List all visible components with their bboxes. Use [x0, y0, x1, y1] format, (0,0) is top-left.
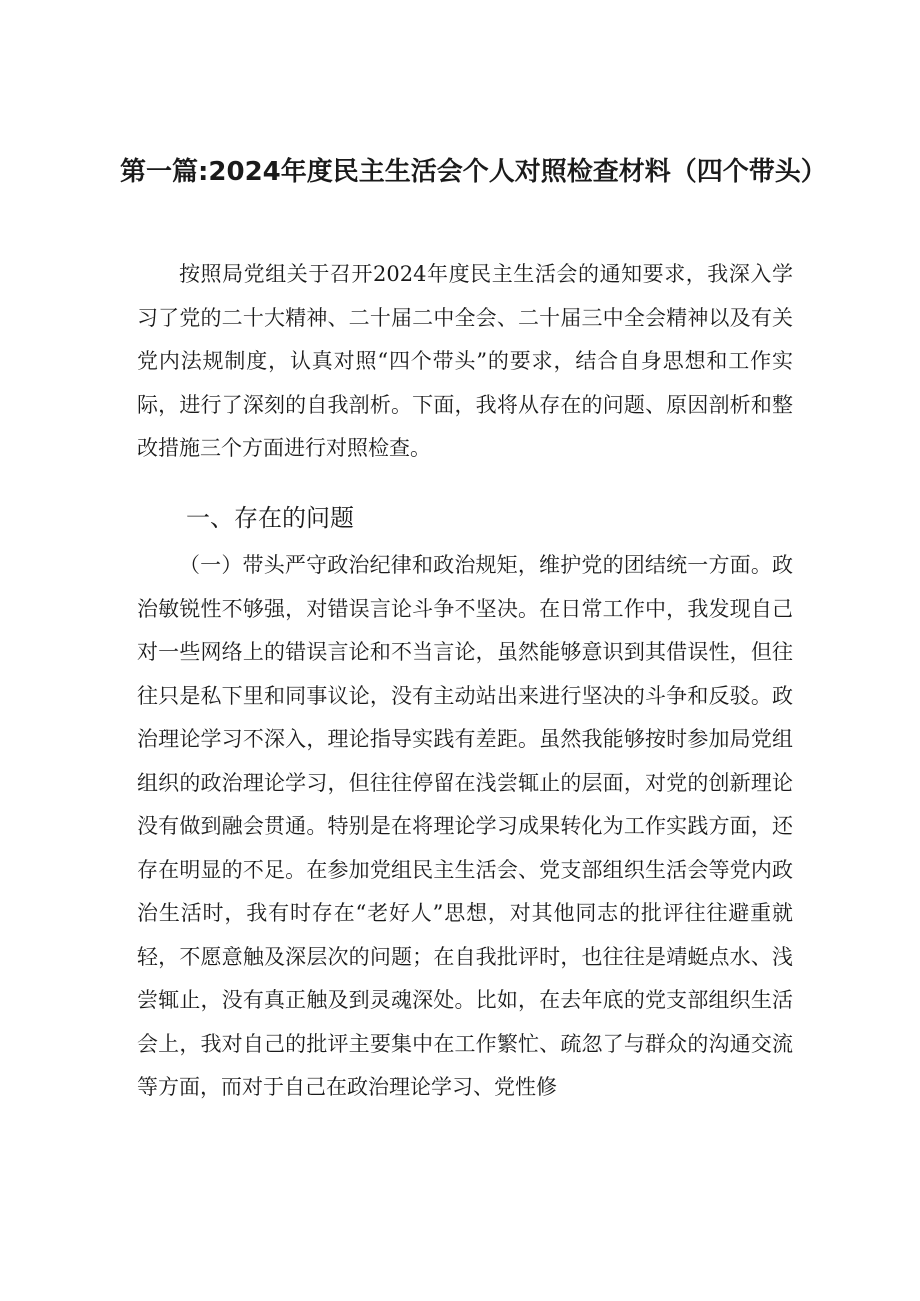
- section-heading-problems: 一、存在的问题: [186, 504, 354, 532]
- document-title: 第一篇:2024年度民主生活会个人对照检查材料（四个带头）: [120, 157, 827, 187]
- section-1-paragraph: （一）带头严守政治纪律和政治规矩，维护党的团结统一方面。政治敏锐性不够强，对错误言论斗争不坚决。在日常工作中，我发现自己对一些网络上的错误言论和不当言论，虽然能够意识到其借误性，但往往只是私下里和同事议论，没有主动站出来进行坚决的斗争和反驳。政治理论学习不深入，理论指导实践有差距。虽然我能够按时参加局党组组织的政治理论学习，但往往停留在浅尝辄止的层面，对党的创新理论没有做到融会贯通。特别是在将理论学习成果转化为工作实践方面，还存在明显的不足。在参加党组民主生活会、党支部组织生活会等党内政治生活时，我有时存在“老好人”思想，对其他同志的批评往往避重就轻，不愿意触及深层次的问题；在自我批评时，也往往是靖蜓点水、浅尝辄止，没有真正触及到灵魂深处。比如，在去年底的党支部组织生活会上，我对自己的批评主要集中在工作繁忙、疏忽了与群众的沟通交流等方面，而对于自己在政治理论学习、党性修: [137, 553, 793, 1099]
- intro-paragraph: 按照局党组关于召开2024年度民主生活会的通知要求，我深入学习了党的二十大精神、二十届二中全会、二十届三中全会精神以及有关党内法规制度，认真对照“四个带头”的要求，结合自身思想和工作实际，进行了深刻的自我剖析。下面，我将从存在的问题、原因剖析和整改措施三个方面进行对照检查。: [137, 262, 793, 460]
